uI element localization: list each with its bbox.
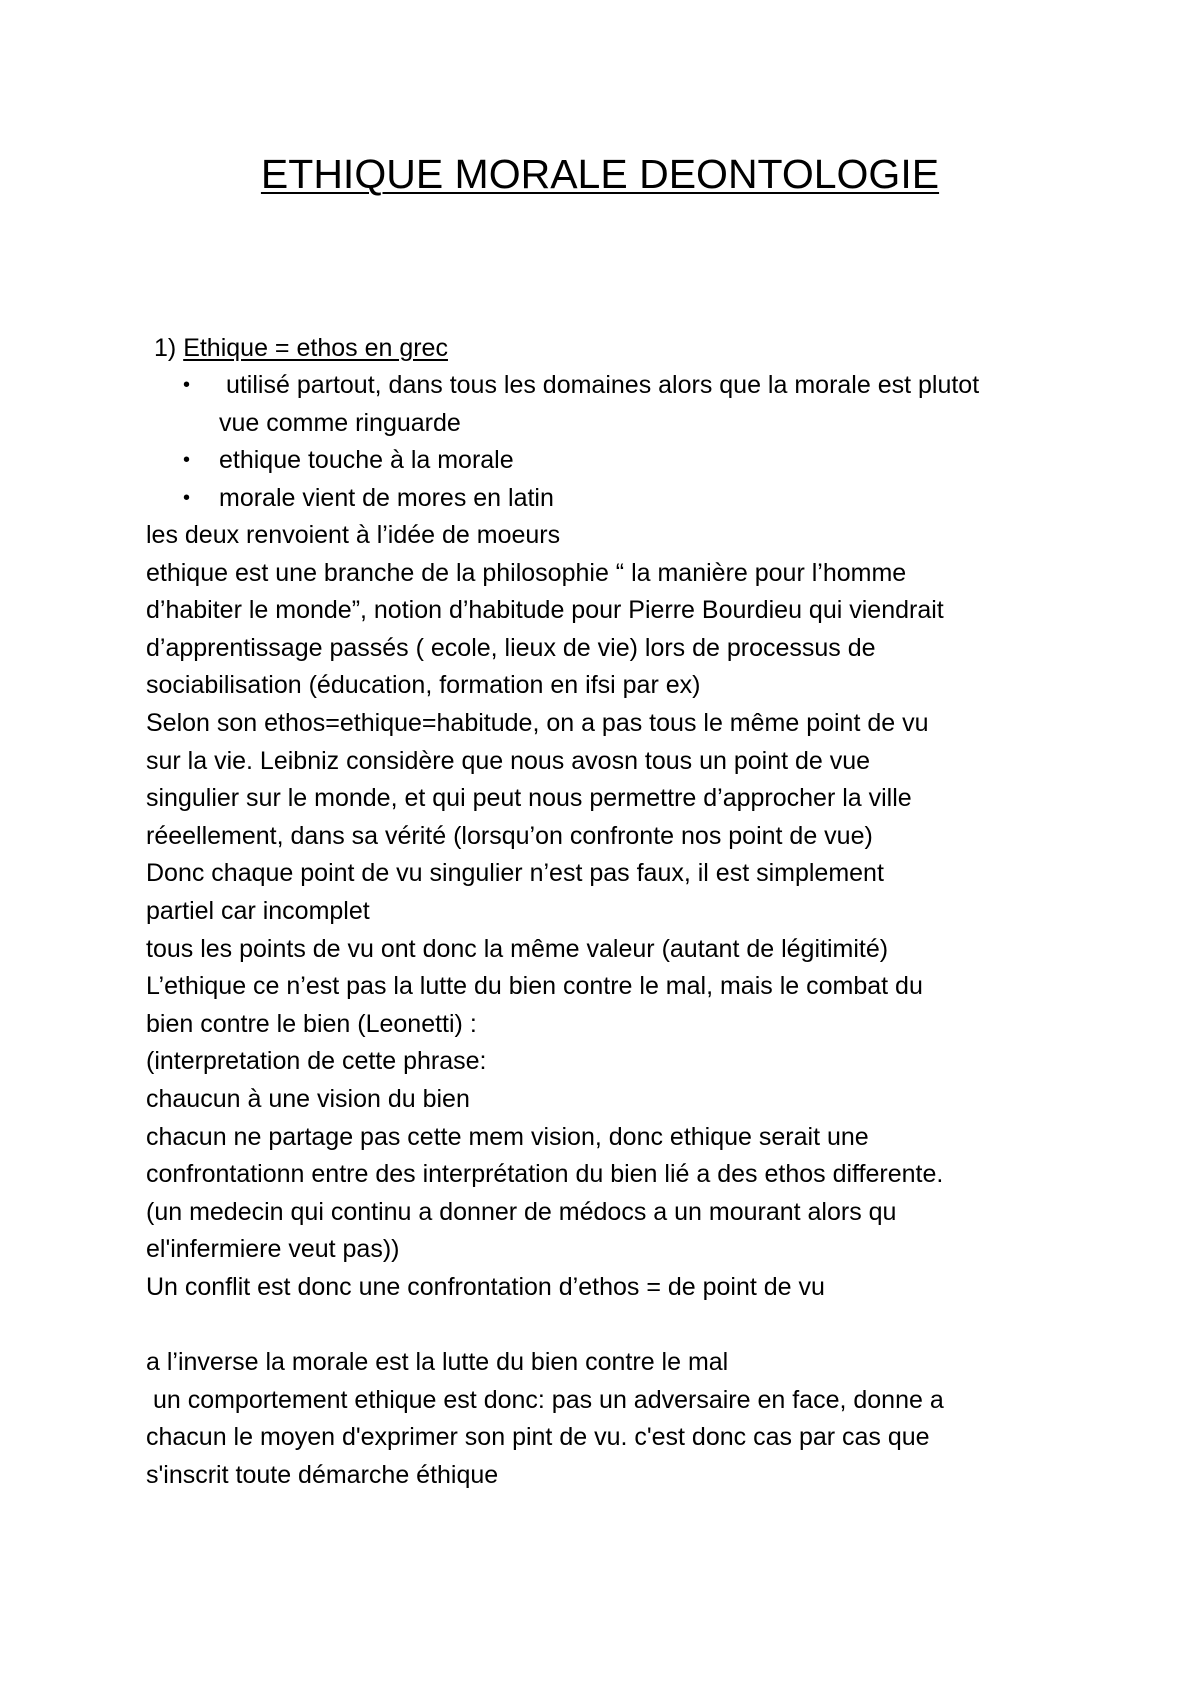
body-line: un comportement ethique est donc: pas un adversaire en face, donne a: [146, 1385, 944, 1414]
body-line: chacun le moyen d'exprimer son pint de vu. c'est donc cas par cas que: [146, 1423, 930, 1452]
bullet-text: utilisé partout, dans tous les domaines alors que la morale est plutot vue comme ringuarde: [219, 371, 987, 437]
body-line: bien contre le bien (Leonetti) :: [146, 1009, 477, 1038]
list-item: [0, 480, 1019, 518]
body-line: d’habiter le monde”, notion d’habitude pour Pierre Bourdieu qui viendrait: [146, 596, 944, 625]
body-line: L’ethique ce n’est pas la lutte du bien contre le mal, mais le combat du: [146, 972, 923, 1001]
body-line: s'inscrit toute démarche éthique: [146, 1460, 499, 1489]
body-line: el'infermiere veut pas)): [146, 1235, 400, 1264]
body-line: les deux renvoient à l’idée de moeurs: [146, 521, 561, 549]
document-title: ETHIQUE MORALE DEONTOLOGIE: [260, 151, 940, 197]
bullet-icon: •: [183, 486, 191, 509]
body-line: tous les points de vu ont donc la même valeur (autant de légitimité): [146, 934, 889, 963]
body-line: chacun ne partage pas cette mem vision, donc ethique serait une: [146, 1122, 869, 1151]
body-line: singulier sur le monde, et qui peut nous permettre d’approcher la ville: [146, 784, 912, 813]
bullet-text: morale vient de mores en latin: [219, 483, 554, 512]
body-line: chaucun à une vision du bien: [146, 1084, 470, 1113]
bullet-icon: •: [183, 374, 191, 396]
body-line: (un medecin qui continu a donner de médocs a un mourant alors qu: [146, 1197, 897, 1226]
document-body: [146, 517, 944, 1494]
bullet-list: [0, 367, 1200, 517]
body-line: sociabilisation (éducation, formation en ifsi par ex): [146, 671, 701, 700]
body-line: a l’inverse la morale est la lutte du bien contre le mal: [146, 1348, 729, 1377]
body-line: confrontationn entre des interprétation du bien lié a des ethos differente.: [146, 1160, 944, 1189]
list-item: [0, 367, 1019, 442]
bullet-text: ethique touche à la morale: [219, 446, 514, 475]
section-heading: [154, 330, 448, 368]
section-heading-text: Ethique = ethos en grec: [183, 334, 448, 362]
body-line: réeellement, dans sa vérité (lorsqu’on confronte nos point de vue): [146, 821, 873, 850]
section-number: 1): [154, 334, 177, 362]
body-line: ethique est une branche de la philosophie “ la manière pour l’homme: [146, 558, 907, 587]
body-line: Selon son ethos=ethique=habitude, on a pas tous le même point de vu: [146, 708, 929, 737]
body-line: d’apprentissage passés ( ecole, lieux de vie) lors de processus de: [146, 633, 876, 662]
body-line: (interpretation de cette phrase:: [146, 1047, 487, 1076]
blank-line: [146, 1306, 944, 1344]
body-line: Un conflit est donc une confrontation d’ethos = de point de vu: [146, 1272, 825, 1301]
body-line: partiel car incomplet: [146, 896, 370, 925]
body-line: Donc chaque point de vu singulier n’est pas faux, il est simplement: [146, 859, 884, 888]
body-line: sur la vie. Leibniz considère que nous avosn tous un point de vue: [146, 746, 871, 775]
list-item: [0, 442, 1019, 480]
bullet-icon: •: [183, 449, 191, 472]
